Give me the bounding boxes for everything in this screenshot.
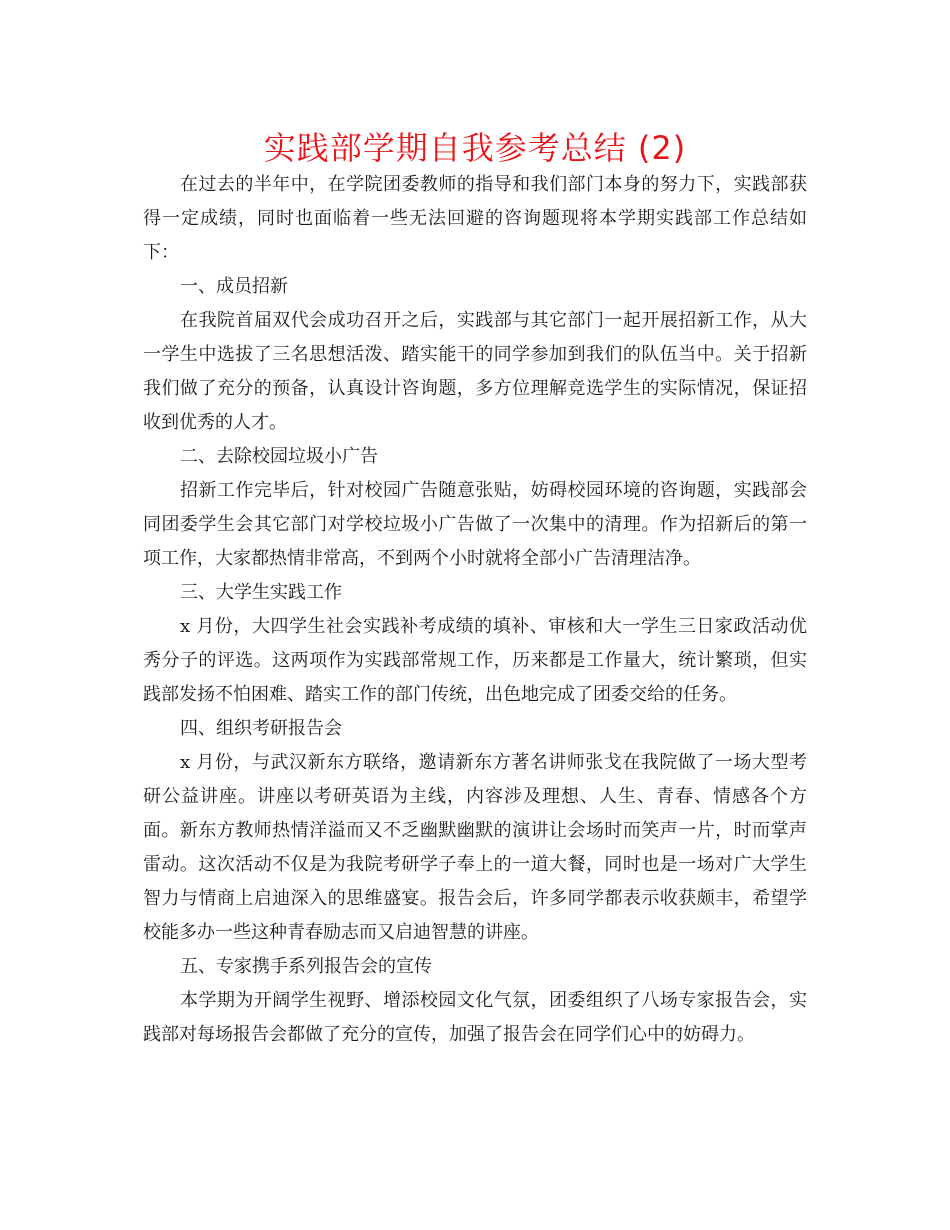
section-heading: 四、组织考研报告会 — [180, 718, 342, 739]
paragraph: 在我院首届双代会成功召开之后，实践部与其它部门一起开展招新工作，从大一学生中选拔了三名思想活泼、踏实能干的同学参加到我们的队伍当中。关于招新我们做了充分的预备，认真设计咨询题，多方位理解竞选学生的实际情况，保证招收到优秀的人才。 — [143, 310, 807, 433]
section-heading: 三、大学生实践工作 — [180, 582, 342, 603]
section-heading: 一、成员招新 — [180, 276, 288, 297]
section-heading: 二、去除校园垃圾小广告 — [180, 446, 378, 467]
section-heading: 五、专家携手系列报告会的宣传 — [180, 956, 432, 977]
document-body — [143, 168, 807, 1052]
document-title: 实践部学期自我参考总结 (2) — [263, 129, 687, 167]
paragraph: 本学期为开阔学生视野、增添校园文化气氛，团委组织了八场专家报告会，实践部对每场报告会都做了充分的宣传，加强了报告会在同学们心中的妨碍力。 — [143, 990, 807, 1045]
paragraph: x 月份，大四学生社会实践补考成绩的填补、审核和大一学生三日家政活动优秀分子的评选。这两项作为实践部常规工作，历来都是工作量大，统计繁琐，但实践部发扬不怕困难、踏实工作的部门传统，出色地完成了团委交给的任务。 — [143, 616, 807, 705]
paragraph: 招新工作完毕后，针对校园广告随意张贴，妨碍校园环境的咨询题，实践部会同团委学生会其它部门对学校垃圾小广告做了一次集中的清理。作为招新后的第一项工作，大家都热情非常高，不到两个小时就将全部小广告清理洁净。 — [143, 480, 807, 569]
paragraph: x 月份，与武汉新东方联络，邀请新东方著名讲师张戈在我院做了一场大型考研公益讲座。讲座以考研英语为主线，内容涉及理想、人生、青春、情感各个方面。新东方教师热情洋溢而又不乏幽默幽默的演讲让会场时而笑声一片，时而掌声雷动。这次活动不仅是为我院考研学子奉上的一道大餐，同时也是一场对广大学生智力与情商上启迪深入的思维盛宴。报告会后，许多同学都表示收获颇丰，希望学校能多办一些这种青春励志而又启迪智慧的讲座。 — [143, 752, 807, 943]
paragraph: 在过去的半年中，在学院团委教师的指导和我们部门本身的努力下，实践部获得一定成绩，同时也面临着一些无法回避的咨询题现将本学期实践部工作总结如下： — [143, 174, 807, 263]
